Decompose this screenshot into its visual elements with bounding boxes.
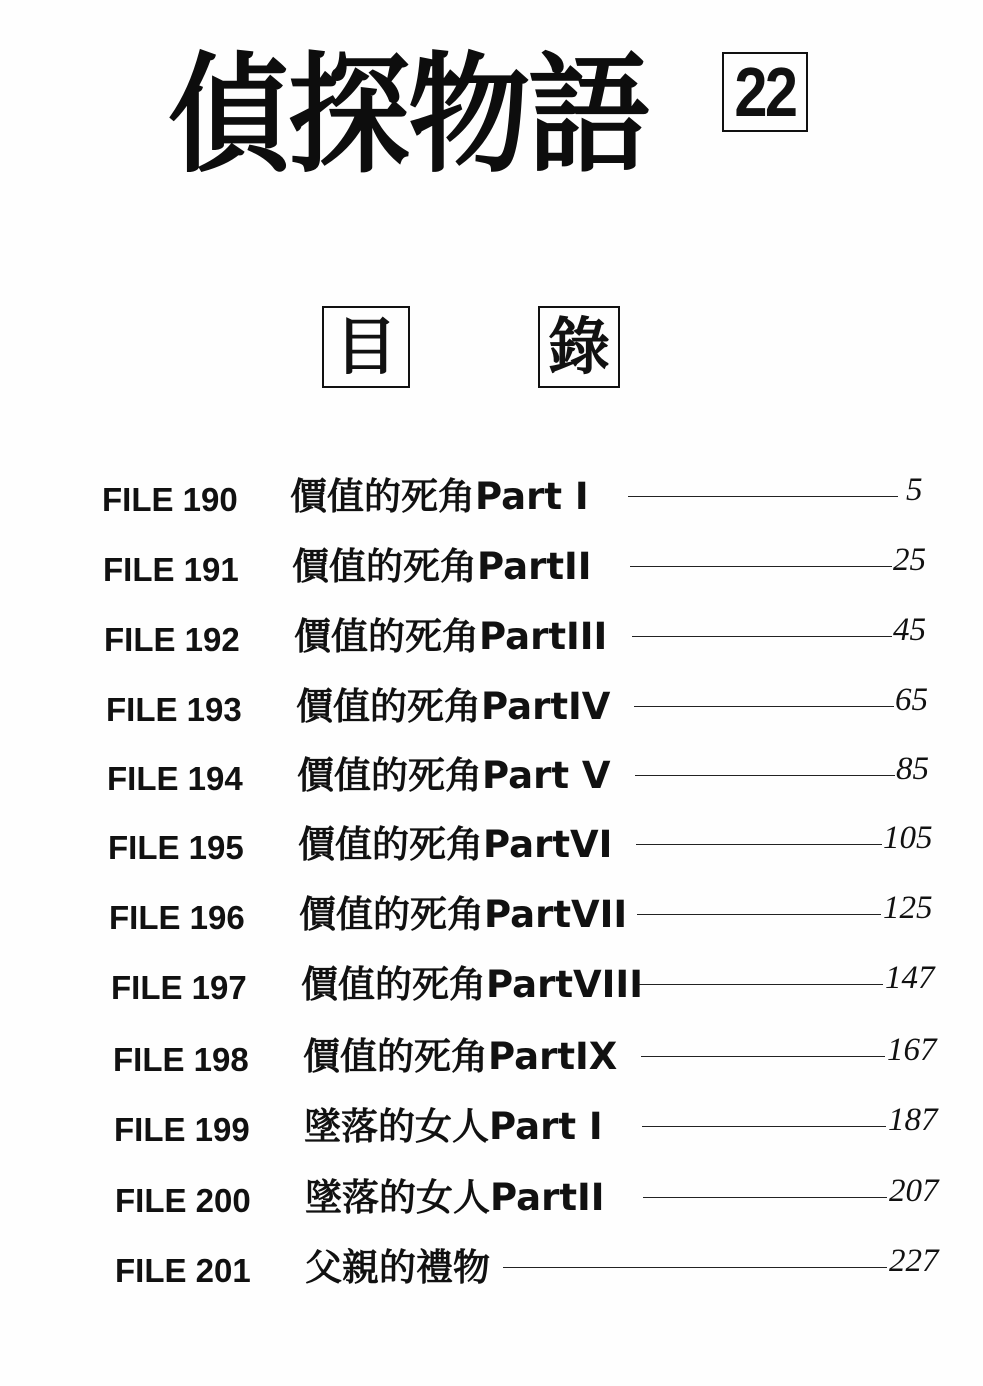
toc-entry[interactable] [111, 962, 941, 1012]
page-number: 207 [889, 1173, 939, 1209]
leader-line [643, 1197, 887, 1198]
leader-line [641, 1056, 885, 1057]
toc-entry[interactable] [107, 753, 937, 803]
file-number: FILE 200 [115, 1182, 251, 1219]
chapter-title: 價值的死角PartII [292, 545, 592, 588]
contents-header-box-1 [322, 306, 410, 388]
chapter-title: 價值的死角PartIII [294, 615, 608, 658]
toc-entry[interactable] [109, 892, 939, 942]
file-number: FILE 194 [107, 760, 243, 797]
file-number: FILE 190 [102, 481, 238, 518]
chapter-title: 父親的禮物 [305, 1246, 490, 1289]
contents-header-char-2: 錄 [547, 310, 610, 383]
chapter-title: 價值的死角PartIV [296, 685, 611, 728]
toc-entry[interactable] [114, 1104, 944, 1154]
file-number: FILE 192 [104, 621, 240, 658]
file-number: FILE 198 [113, 1041, 249, 1078]
toc-entry[interactable] [115, 1245, 945, 1295]
leader-line [636, 844, 882, 845]
page-number: 147 [885, 960, 935, 996]
chapter-title: 價值的死角PartVIII [301, 963, 643, 1006]
toc-entry[interactable] [103, 544, 933, 594]
chapter-title: 價值的死角PartVI [298, 823, 613, 866]
file-number: FILE 193 [106, 691, 242, 728]
toc-entry[interactable] [113, 1034, 943, 1084]
file-number: FILE 197 [111, 969, 247, 1006]
volume-number: 22 [734, 53, 796, 131]
chapter-title: 價值的死角Part I [290, 475, 589, 518]
leader-line [639, 984, 883, 985]
leader-line [632, 636, 892, 637]
page-number: 105 [883, 820, 933, 856]
leader-line [630, 566, 892, 567]
page-number: 65 [895, 682, 928, 718]
toc-entry[interactable] [104, 614, 934, 664]
leader-line [634, 706, 894, 707]
chapter-title: 墜落的女人Part I [304, 1105, 603, 1148]
contents-header-box-2 [538, 306, 620, 388]
page-number: 25 [893, 542, 926, 578]
toc-entry[interactable] [102, 474, 932, 524]
page-number: 5 [906, 472, 923, 508]
leader-line [642, 1126, 886, 1127]
chapter-title: 墜落的女人PartII [305, 1176, 605, 1219]
leader-line [628, 496, 898, 497]
book-title [168, 40, 648, 191]
leader-line [503, 1267, 887, 1268]
toc-entry[interactable] [106, 684, 936, 734]
page-number: 187 [888, 1102, 938, 1138]
file-number: FILE 191 [103, 551, 239, 588]
file-number: FILE 199 [114, 1111, 250, 1148]
volume-number-box [722, 52, 808, 132]
toc-entry[interactable] [115, 1175, 945, 1225]
file-number: FILE 196 [109, 899, 245, 936]
chapter-title: 價值的死角Part V [297, 754, 611, 797]
page-number: 85 [896, 751, 929, 787]
page-number: 125 [883, 890, 933, 926]
chapter-title: 價值的死角PartIX [303, 1035, 618, 1078]
file-number: FILE 201 [115, 1252, 251, 1289]
toc-entry[interactable] [108, 822, 938, 872]
page-number: 167 [887, 1032, 937, 1068]
leader-line [637, 914, 881, 915]
file-number: FILE 195 [108, 829, 244, 866]
page-number: 227 [889, 1243, 939, 1279]
book-title-text: 偵探物語 [168, 40, 648, 191]
chapter-title: 價值的死角PartVII [299, 893, 628, 936]
contents-header-char-1: 目 [334, 310, 397, 383]
page-number: 45 [893, 612, 926, 648]
leader-line [635, 775, 895, 776]
